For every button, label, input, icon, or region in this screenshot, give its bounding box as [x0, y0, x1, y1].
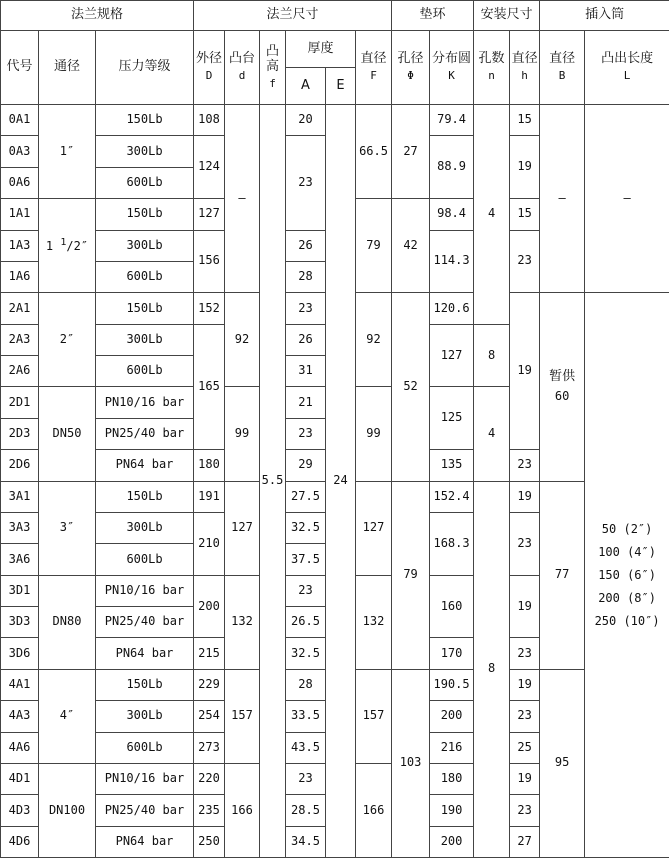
code-cell: 2D3 [1, 418, 39, 449]
hole-diameter-cell: 19 [510, 136, 540, 199]
code-cell: 1A1 [1, 199, 39, 230]
hole-diameter-cell: 23 [510, 512, 540, 575]
header-gasket-diameter [356, 31, 392, 105]
group-gasket: 垫环 [392, 1, 474, 31]
header-pitch-circle-label: 分布圆 [432, 51, 471, 66]
group-flange-spec: 法兰规格 [1, 1, 194, 31]
gasket-diameter-cell: 166 [356, 763, 392, 857]
insert-length-item: 150 (6″) [585, 564, 669, 587]
pitch-circle-cell: 120.6 [430, 293, 474, 324]
code-cell: 3A1 [1, 481, 39, 512]
bore-cell: DN50 [39, 387, 96, 481]
code-cell: 2A1 [1, 293, 39, 324]
header-hole-count [474, 31, 510, 105]
gasket-diameter-cell: 79 [356, 199, 392, 293]
pitch-circle-cell: 88.9 [430, 136, 474, 199]
pressure-cell: 300Lb [96, 324, 194, 355]
thickness-a-cell: 23 [286, 293, 326, 324]
gasket-hole-cell: 52 [392, 293, 430, 481]
group-flange-size: 法兰尺寸 [194, 1, 392, 31]
thickness-a-cell: 27.5 [286, 481, 326, 512]
header-insert-diameter-label: 直径 [549, 51, 575, 66]
code-cell: 0A1 [1, 105, 39, 136]
gasket-diameter-cell: 127 [356, 481, 392, 575]
table-row [1, 105, 669, 136]
hole-diameter-cell: 19 [510, 575, 540, 638]
header-pitch-circle [430, 31, 474, 105]
pitch-circle-cell: 200 [430, 826, 474, 857]
code-cell: 3D6 [1, 638, 39, 669]
hole-diameter-cell: 15 [510, 105, 540, 136]
bore-whole: 1 [46, 239, 53, 253]
pressure-cell: PN25/40 bar [96, 418, 194, 449]
od-cell: 124 [194, 136, 225, 199]
header-boss-height-symbol: f [260, 78, 285, 91]
boss-cell: 127 [225, 481, 260, 575]
pitch-circle-cell: 170 [430, 638, 474, 669]
thickness-a-cell: 33.5 [286, 701, 326, 732]
gasket-diameter-cell: 157 [356, 669, 392, 763]
insert-length-cell: — [585, 105, 669, 293]
insert-length-item: 50 (2″) [585, 518, 669, 541]
group-install: 安装尺寸 [474, 1, 540, 31]
header-insert-length [585, 31, 669, 105]
gasket-hole-cell: 103 [392, 669, 430, 857]
code-cell: 4A3 [1, 701, 39, 732]
pressure-cell: 300Lb [96, 136, 194, 167]
code-cell: 1A6 [1, 261, 39, 292]
gasket-hole-cell: 79 [392, 481, 430, 669]
od-cell: 210 [194, 512, 225, 575]
header-thickness: 厚度 [286, 31, 356, 68]
insert-length-item: 100 (4″) [585, 541, 669, 564]
header-hole-diameter-symbol: h [510, 70, 539, 83]
hole-count-cell: 4 [474, 387, 510, 481]
pressure-cell: PN25/40 bar [96, 607, 194, 638]
header-insert-length-symbol: L [585, 70, 669, 83]
gasket-hole-cell: 27 [392, 105, 430, 199]
bore-cell: 3″ [39, 481, 96, 575]
header-hole-count-symbol: n [474, 70, 509, 83]
header-od [194, 31, 225, 105]
pressure-cell: 150Lb [96, 293, 194, 324]
bore-cell: 1″ [39, 105, 96, 199]
pressure-cell: 600Lb [96, 544, 194, 575]
thickness-a-cell: 21 [286, 387, 326, 418]
header-hole-diameter [510, 31, 540, 105]
gasket-diameter-cell: 66.5 [356, 105, 392, 199]
boss-cell: 132 [225, 575, 260, 669]
header-gasket-hole-label: 孔径 [398, 51, 424, 66]
od-cell: 152 [194, 293, 225, 324]
thickness-a-cell: 23 [286, 763, 326, 794]
hole-diameter-cell: 23 [510, 450, 540, 481]
pitch-circle-cell: 125 [430, 387, 474, 450]
bore-cell: 4″ [39, 669, 96, 763]
insert-diameter-value: 60 [540, 390, 584, 404]
header-pressure: 压力等级 [96, 31, 194, 105]
thickness-a-cell: 31 [286, 356, 326, 387]
header-insert-diameter-symbol: B [540, 70, 584, 83]
code-cell: 0A6 [1, 167, 39, 198]
pressure-cell: 300Lb [96, 230, 194, 261]
od-cell: 156 [194, 230, 225, 293]
bore-cell: DN100 [39, 763, 96, 857]
thickness-a-cell: 26 [286, 230, 326, 261]
boss-cell: 99 [225, 387, 260, 481]
boss-cell: 92 [225, 293, 260, 387]
code-cell: 3A6 [1, 544, 39, 575]
boss-cell: 166 [225, 763, 260, 857]
thickness-a-cell: 34.5 [286, 826, 326, 857]
pressure-cell: 600Lb [96, 261, 194, 292]
code-cell: 3A3 [1, 512, 39, 543]
insert-diameter-cell: 95 [540, 669, 585, 857]
thickness-e-cell: 24 [326, 105, 356, 858]
bore-denominator: /2″ [66, 239, 88, 253]
header-boss-height-label-2: 高 [260, 60, 285, 75]
pitch-circle-cell: 180 [430, 763, 474, 794]
thickness-a-cell: 32.5 [286, 638, 326, 669]
od-cell: 215 [194, 638, 225, 669]
od-cell: 220 [194, 763, 225, 794]
pressure-cell: 150Lb [96, 105, 194, 136]
pressure-cell: 150Lb [96, 669, 194, 700]
pressure-cell: PN10/16 bar [96, 763, 194, 794]
gasket-hole-cell: 42 [392, 199, 430, 293]
header-hole-count-label: 孔数 [479, 51, 505, 66]
boss-cell: — [225, 105, 260, 293]
pressure-cell: 150Lb [96, 481, 194, 512]
od-cell: 165 [194, 324, 225, 450]
pressure-cell: PN10/16 bar [96, 575, 194, 606]
pitch-circle-cell: 190 [430, 795, 474, 826]
code-cell: 2D6 [1, 450, 39, 481]
header-gasket-hole [392, 31, 430, 105]
gasket-diameter-cell: 132 [356, 575, 392, 669]
od-cell: 273 [194, 732, 225, 763]
header-od-label: 外径 [196, 51, 222, 66]
pitch-circle-cell: 160 [430, 575, 474, 638]
pitch-circle-cell: 216 [430, 732, 474, 763]
pressure-cell: PN25/40 bar [96, 795, 194, 826]
pressure-cell: 600Lb [96, 732, 194, 763]
code-cell: 2D1 [1, 387, 39, 418]
header-code: 代号 [1, 31, 39, 105]
pitch-circle-cell: 79.4 [430, 105, 474, 136]
code-cell: 4D1 [1, 763, 39, 794]
pressure-cell: 600Lb [96, 167, 194, 198]
thickness-a-cell: 26 [286, 324, 326, 355]
pitch-circle-cell: 168.3 [430, 512, 474, 575]
thickness-a-cell: 28 [286, 261, 326, 292]
header-boss-symbol: d [225, 70, 259, 83]
header-pitch-circle-symbol: K [430, 70, 473, 83]
header-insert-diameter [540, 31, 585, 105]
thickness-a-cell: 20 [286, 105, 326, 136]
bore-cell: DN80 [39, 575, 96, 669]
od-cell: 250 [194, 826, 225, 857]
pressure-cell: PN64 bar [96, 826, 194, 857]
pitch-circle-cell: 200 [430, 701, 474, 732]
header-od-symbol: D [194, 70, 224, 83]
thickness-a-cell: 29 [286, 450, 326, 481]
pressure-cell: PN64 bar [96, 450, 194, 481]
pitch-circle-cell: 135 [430, 450, 474, 481]
code-cell: 4D3 [1, 795, 39, 826]
code-cell: 3D1 [1, 575, 39, 606]
header-gasket-hole-symbol: Φ [392, 70, 429, 83]
pressure-cell: PN10/16 bar [96, 387, 194, 418]
header-bore: 通径 [39, 31, 96, 105]
code-cell: 4D6 [1, 826, 39, 857]
insert-length-item: 250 (10″) [585, 610, 669, 633]
header-boss-label: 凸台 [229, 51, 255, 66]
header-hole-diameter-label: 直径 [512, 51, 538, 66]
pressure-cell: 150Lb [96, 199, 194, 230]
header-thickness-e: E [326, 68, 356, 105]
header-gasket-diameter-label: 直径 [361, 51, 387, 66]
pressure-cell: PN64 bar [96, 638, 194, 669]
bore-cell [39, 199, 96, 293]
od-cell: 229 [194, 669, 225, 700]
pitch-circle-cell: 190.5 [430, 669, 474, 700]
thickness-a-cell: 23 [286, 418, 326, 449]
code-cell: 3D3 [1, 607, 39, 638]
hole-diameter-cell: 23 [510, 701, 540, 732]
pitch-circle-cell: 127 [430, 324, 474, 387]
column-header-row [1, 31, 669, 68]
hole-count-cell: 8 [474, 481, 510, 858]
header-gasket-diameter-symbol: F [356, 70, 391, 83]
hole-diameter-cell: 23 [510, 795, 540, 826]
pitch-circle-cell: 152.4 [430, 481, 474, 512]
thickness-a-cell: 26.5 [286, 607, 326, 638]
pressure-cell: 600Lb [96, 356, 194, 387]
od-cell: 180 [194, 450, 225, 481]
od-cell: 235 [194, 795, 225, 826]
pressure-cell: 300Lb [96, 512, 194, 543]
hole-diameter-cell: 19 [510, 293, 540, 450]
hole-diameter-cell: 23 [510, 230, 540, 293]
thickness-a-cell: 43.5 [286, 732, 326, 763]
hole-count-cell: 8 [474, 324, 510, 387]
insert-diameter-cell: — [540, 105, 585, 293]
bore-numerator: 1 [60, 237, 66, 248]
group-header-row [1, 1, 669, 31]
insert-length-cell [585, 293, 669, 858]
code-cell: 0A3 [1, 136, 39, 167]
pitch-circle-cell: 98.4 [430, 199, 474, 230]
header-boss-height [260, 31, 286, 105]
od-cell: 127 [194, 199, 225, 230]
code-cell: 1A3 [1, 230, 39, 261]
header-boss-height-label-1: 凸 [260, 45, 285, 60]
pressure-cell: 300Lb [96, 701, 194, 732]
code-cell: 4A6 [1, 732, 39, 763]
hole-diameter-cell: 19 [510, 763, 540, 794]
code-cell: 4A1 [1, 669, 39, 700]
od-cell: 108 [194, 105, 225, 136]
header-insert-length-label: 凸出长度 [601, 51, 653, 66]
od-cell: 254 [194, 701, 225, 732]
thickness-a-cell: 23 [286, 575, 326, 606]
hole-diameter-cell: 15 [510, 199, 540, 230]
hole-diameter-cell: 23 [510, 638, 540, 669]
header-boss [225, 31, 260, 105]
od-cell: 200 [194, 575, 225, 638]
hole-count-cell: 4 [474, 105, 510, 325]
code-cell: 2A3 [1, 324, 39, 355]
header-thickness-a: A [286, 68, 326, 105]
od-cell: 191 [194, 481, 225, 512]
insert-length-item: 200 (8″) [585, 587, 669, 610]
boss-cell: 157 [225, 669, 260, 763]
insert-diameter-note: 暂供 [540, 370, 584, 385]
hole-diameter-cell: 19 [510, 481, 540, 512]
group-insert: 插入筒 [540, 1, 669, 31]
boss-height-cell: 5.5 [260, 105, 286, 858]
gasket-diameter-cell: 92 [356, 293, 392, 387]
pitch-circle-cell: 114.3 [430, 230, 474, 293]
insert-diameter-cell: 77 [540, 481, 585, 669]
thickness-a-cell: 23 [286, 136, 326, 230]
thickness-a-cell: 28 [286, 669, 326, 700]
hole-diameter-cell: 19 [510, 669, 540, 700]
hole-diameter-cell: 25 [510, 732, 540, 763]
hole-diameter-cell: 27 [510, 826, 540, 857]
insert-diameter-cell [540, 293, 585, 481]
thickness-a-cell: 32.5 [286, 512, 326, 543]
code-cell: 2A6 [1, 356, 39, 387]
gasket-diameter-cell: 99 [356, 387, 392, 481]
thickness-a-cell: 28.5 [286, 795, 326, 826]
thickness-a-cell: 37.5 [286, 544, 326, 575]
bore-cell: 2″ [39, 293, 96, 387]
